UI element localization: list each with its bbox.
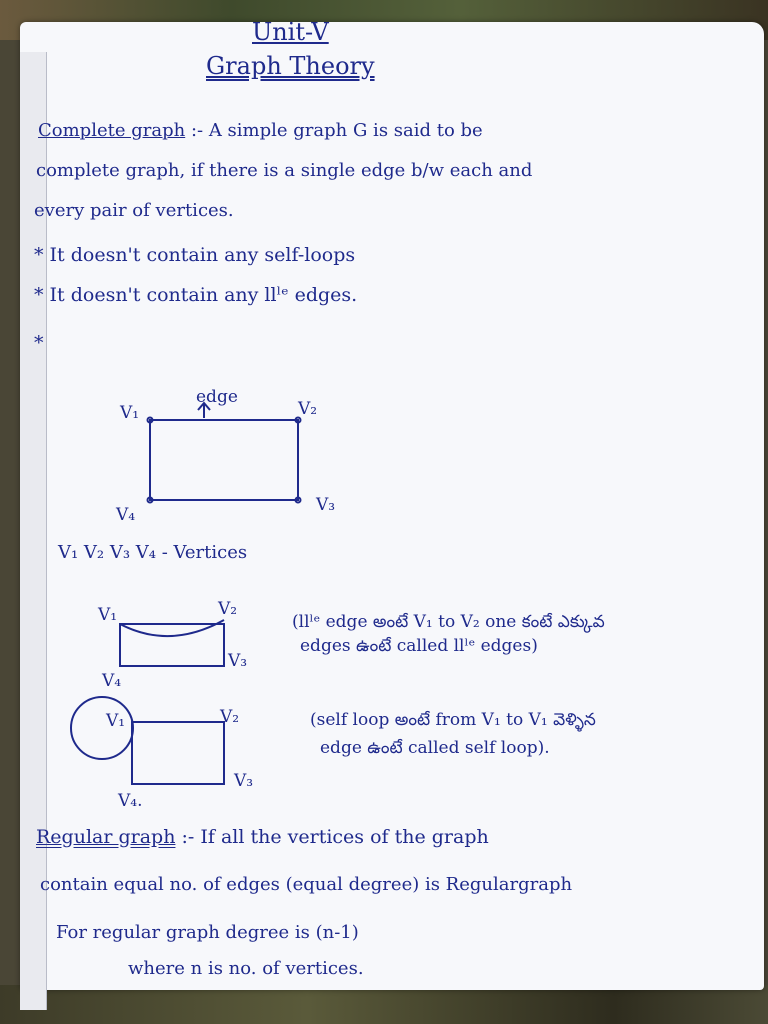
regular-definition-text-line4: where n is no. of vertices. bbox=[128, 958, 364, 979]
graph3-vertex-v1-label: V₁ bbox=[106, 711, 126, 731]
edge-label: edge bbox=[196, 387, 238, 407]
bullet-star-empty: * bbox=[34, 332, 44, 354]
parallel-edge-note-line1: (llˡᵉ edge అంటే V₁ to V₂ one కంటే ఎక్కువ bbox=[292, 612, 605, 632]
definition-separator: :- bbox=[181, 826, 195, 848]
regular-graph-term: Regular graph bbox=[36, 826, 176, 848]
graph3-vertex-v3-label: V₃ bbox=[234, 771, 254, 791]
complete-graph-term: Complete graph bbox=[38, 120, 186, 141]
definition-text-line1: A simple graph G is said to be bbox=[208, 120, 483, 141]
regular-definition-text-line3: For regular graph degree is (n-1) bbox=[56, 922, 359, 943]
graph2-vertex-v3-label: V₃ bbox=[228, 651, 248, 671]
regular-graph-definition-line1 bbox=[36, 826, 489, 848]
graph1-edges bbox=[150, 420, 298, 500]
regular-definition-text-line1: If all the vertices of the graph bbox=[200, 826, 489, 848]
definition-text-line2: complete graph, if there is a single edge b/w each and bbox=[36, 160, 533, 181]
graph3-edges bbox=[132, 722, 224, 784]
graph3-vertex-v4-label: V₄. bbox=[118, 791, 143, 811]
self-loop-note-line2: edge ఉంటే called self loop). bbox=[320, 738, 550, 758]
parallel-edge-note-line2: edges ఉంటే called llˡᵉ edges) bbox=[300, 636, 538, 656]
vertex-v2-label: V₂ bbox=[298, 399, 318, 419]
graph2-vertex-v4-label: V₄ bbox=[102, 671, 122, 691]
subject-heading: Graph Theory bbox=[206, 52, 375, 80]
vertices-caption: V₁ V₂ V₃ V₄ - Vertices bbox=[58, 542, 248, 563]
bullet-point-2-text: It doesn't contain any llˡᵉ edges. bbox=[49, 284, 358, 306]
definition-separator: :- bbox=[190, 120, 204, 141]
graph2-vertex-v1-label: V₁ bbox=[98, 605, 118, 625]
vertex-v1-label: V₁ bbox=[120, 403, 140, 423]
definition-text-line3: every pair of vertices. bbox=[34, 200, 234, 221]
vertex-v3-label: V₃ bbox=[316, 495, 336, 515]
background-bottom bbox=[0, 985, 768, 1024]
regular-definition-text-line2: contain equal no. of edges (equal degree) is Regulargraph bbox=[40, 874, 573, 895]
graph3-vertex-v2-label: V₂ bbox=[220, 707, 240, 727]
notebook-page bbox=[20, 18, 764, 990]
self-loop-note-line1: (self loop అంటే from V₁ to V₁ వెళ్ళిన bbox=[310, 710, 596, 730]
vertex-v4-label: V₄ bbox=[116, 505, 136, 525]
graph2-vertex-v2-label: V₂ bbox=[218, 599, 238, 619]
bullet-point-1-text: It doesn't contain any self-loops bbox=[49, 244, 356, 266]
graph2-parallel-edge bbox=[120, 620, 224, 636]
unit-heading: Unit-V bbox=[252, 18, 329, 46]
bullet-star: * bbox=[34, 284, 44, 306]
bullet-star: * bbox=[34, 244, 44, 266]
